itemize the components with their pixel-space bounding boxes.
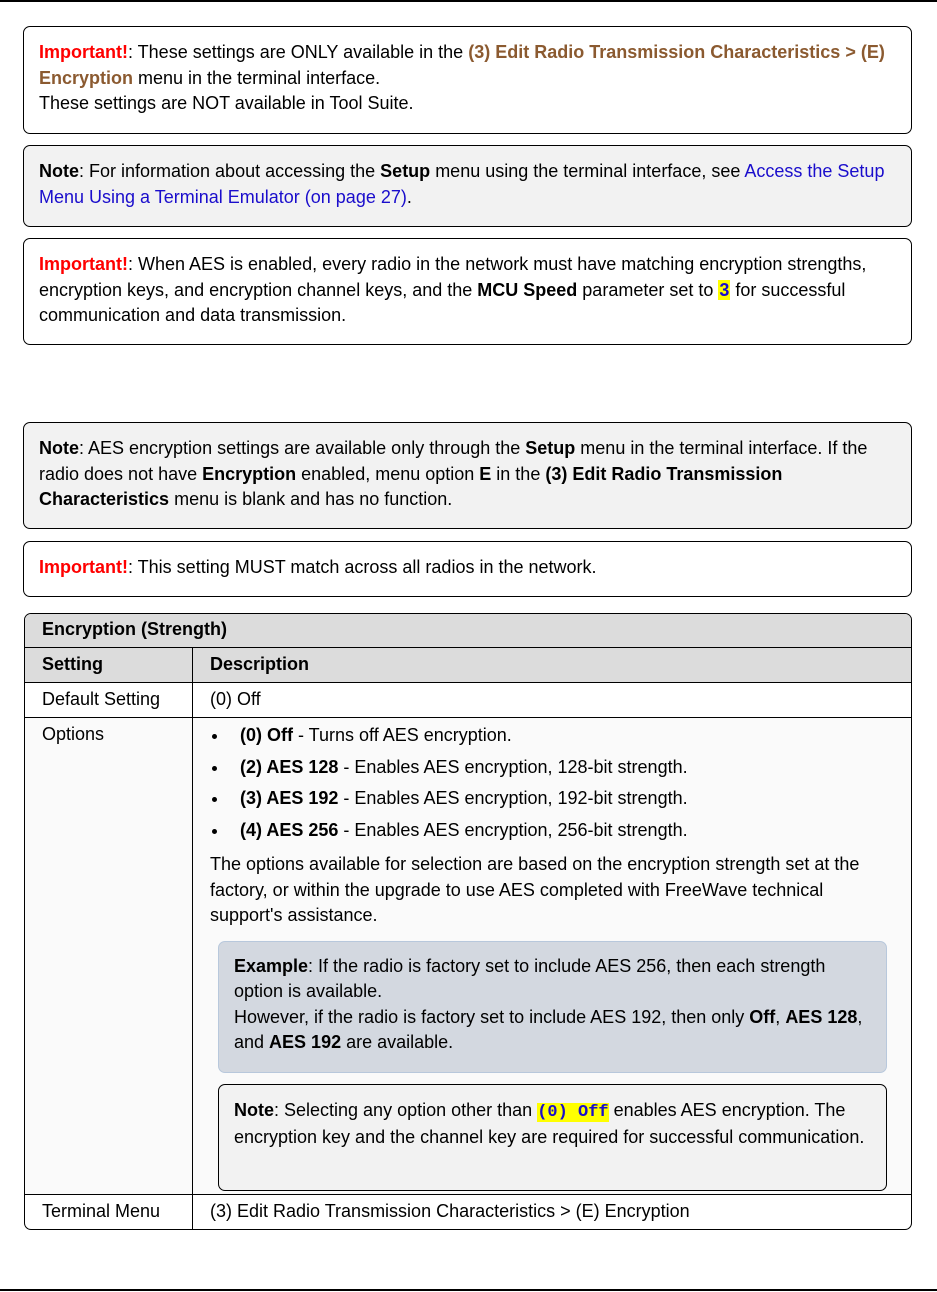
option-item: (2) AES 128 - Enables AES encryption, 128-bit strength. xyxy=(210,755,894,787)
encryption-strength-table xyxy=(24,613,912,1230)
example-callout: Example: If the radio is factory set to include AES 256, then each strength option is available. However, if the radio is factory set to include AES 192, then only Off, AES 128, and AES 192 are available. xyxy=(218,941,887,1073)
terminal-menu-path: (3) Edit Radio Transmission Characteristics > (E) Encryption xyxy=(210,1201,690,1221)
header-setting: Setting xyxy=(25,648,193,682)
option-item: (3) AES 192 - Enables AES encryption, 192-bit strength. xyxy=(210,786,894,818)
table-row-terminal-menu: Terminal Menu (3) Edit Radio Transmission Characteristics > (E) Encryption xyxy=(25,1195,911,1230)
important-label: Important! xyxy=(39,42,128,62)
important-callout-availability: Important!: These settings are ONLY available in the (3) Edit Radio Transmission Characteristics > (E) Encryption menu in the terminal interface. These settings are NOT available in Tool Suite. xyxy=(23,26,912,134)
page-bottom-rule xyxy=(0,1289,937,1291)
page-top-rule xyxy=(0,0,937,2)
option-item: (0) Off - Turns off AES encryption. xyxy=(210,723,894,755)
options-paragraph: The options available for selection are based on the encryption strength set at the factory, or within the upgrade to use AES completed with FreeWave technical support's assistance. xyxy=(210,854,860,925)
important-callout-aes-matching: Important!: When AES is enabled, every radio in the network must have matching encryption strengths, encryption keys, and encryption channel keys, and the MCU Speed parameter set to 3 for successful communication and data transmission. xyxy=(23,238,912,345)
default-value: (0) Off xyxy=(210,689,261,709)
mcu-speed-value: 3 xyxy=(719,279,730,300)
table-header-row xyxy=(25,648,911,683)
table-title: Encryption (Strength) xyxy=(25,614,911,648)
code-off-value: (0) Off xyxy=(537,1102,609,1122)
important-label: Important! xyxy=(39,254,128,274)
header-description: Description xyxy=(210,654,310,674)
note-label: Note xyxy=(39,161,79,181)
note-callout-setup-access: Note: For information about accessing the Setup menu using the terminal interface, see Access the Setup Menu Using a Terminal Emulator (on page 27). xyxy=(23,145,912,227)
note-callout-enable-aes: Note: Selecting any option other than (0) Off enables AES encryption. The encryption key and the channel key are required for successful communication. xyxy=(218,1084,887,1191)
options-list xyxy=(210,723,894,849)
table-row-default: Default Setting (0) Off xyxy=(25,683,911,718)
note-label: Note xyxy=(39,438,79,458)
note-callout-aes-setup: Note: AES encryption settings are available only through the Setup menu in the terminal interface. If the radio does not have Encryption enabled, menu option E in the (3) Edit Radio Transmission Characteristics menu is blank and has no function. xyxy=(23,422,912,529)
table-row-options: Options (0) Off - Turns off AES encryption. (2) AES 128 - Enables AES encryption, 128-bit strength. (3) AES 192 - Enables AES encryption, 192-bit strength. (4) AES 256 - Enables AES encryption, 256-bit strength. The options available for selection are based on the encryption strength set at the factory, or within the upgrade to use AES completed with FreeWave technical support's assistance. Example: If the radio is factory set to include AES 256, then each strength option is available. However, if the radio is factory set to include AES 192, then only Off, AES 128, and AES 192 are available. Note: Selecting any option other than (0) Off enables AES encryption. The encryption key and the channel key are required for successful communication. xyxy=(25,718,911,1195)
access-setup-menu-link[interactable]: Access the Setup Menu Using a Terminal Emulator (on page 27) xyxy=(39,161,885,207)
important-callout-must-match: Important!: This setting MUST match across all radios in the network. xyxy=(23,541,912,597)
menu-path: (3) Edit Radio Transmission Characteristics > (E) Encryption xyxy=(39,42,885,88)
option-item: (4) AES 256 - Enables AES encryption, 256-bit strength. xyxy=(210,818,894,850)
important-label: Important! xyxy=(39,557,128,577)
